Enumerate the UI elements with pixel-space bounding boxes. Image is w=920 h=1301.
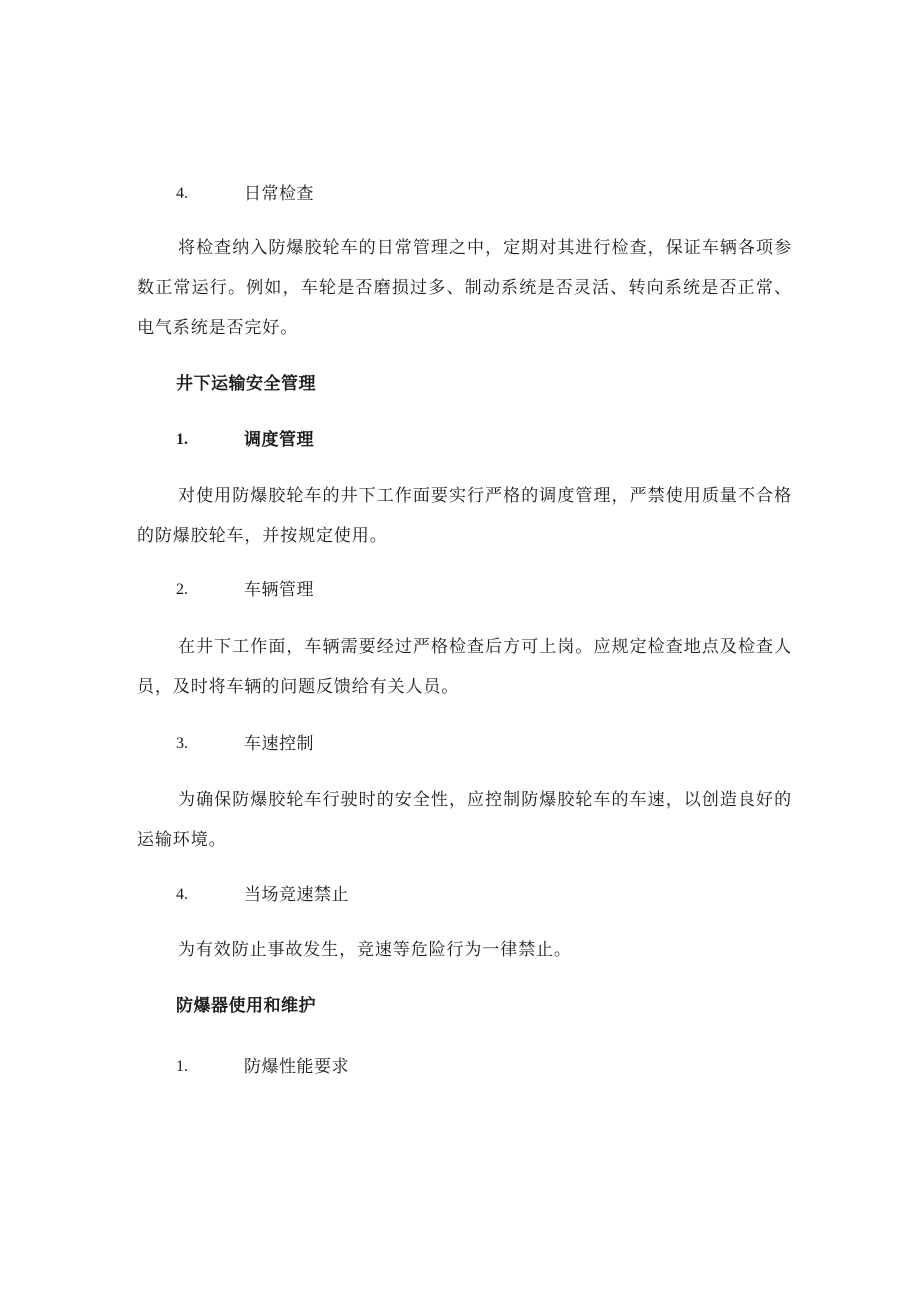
section-heading: 井下运输安全管理 (176, 374, 316, 394)
item-title: 车速控制 (244, 734, 314, 754)
item-number: 3. (176, 735, 188, 752)
paragraph: 为确保防爆胶轮车行驶时的安全性，应控制防爆胶轮车的车速，以创造良好的运输环境。 (137, 790, 792, 850)
paragraph: 对使用防爆胶轮车的井下工作面要实行严格的调度管理，严禁使用质量不合格的防爆胶轮车，并按规定使用。 (137, 486, 792, 546)
item-title: 当场竞速禁止 (244, 885, 349, 905)
paragraph: 将检查纳入防爆胶轮车的日常管理之中，定期对其进行检查，保证车辆各项参数正常运行。例如，车轮是否磨损过多、制动系统是否灵活、转向系统是否正常、电气系统是否完好。 (137, 238, 792, 338)
section-heading: 防爆器使用和维护 (176, 996, 316, 1016)
paragraph: 为有效防止事故发生，竞速等危险行为一律禁止。 (178, 940, 572, 960)
item-title: 日常检查 (244, 184, 314, 204)
item-number: 1. (176, 431, 188, 448)
item-number: 1. (176, 1058, 188, 1075)
item-title: 调度管理 (244, 430, 314, 450)
item-number: 4. (176, 185, 188, 202)
item-title: 车辆管理 (244, 580, 314, 600)
item-number: 2. (176, 581, 188, 598)
item-number: 4. (176, 886, 188, 903)
item-title: 防爆性能要求 (244, 1057, 349, 1077)
paragraph: 在井下工作面，车辆需要经过严格检查后方可上岗。应规定检查地点及检查人员，及时将车辆的问题反馈给有关人员。 (137, 637, 792, 697)
